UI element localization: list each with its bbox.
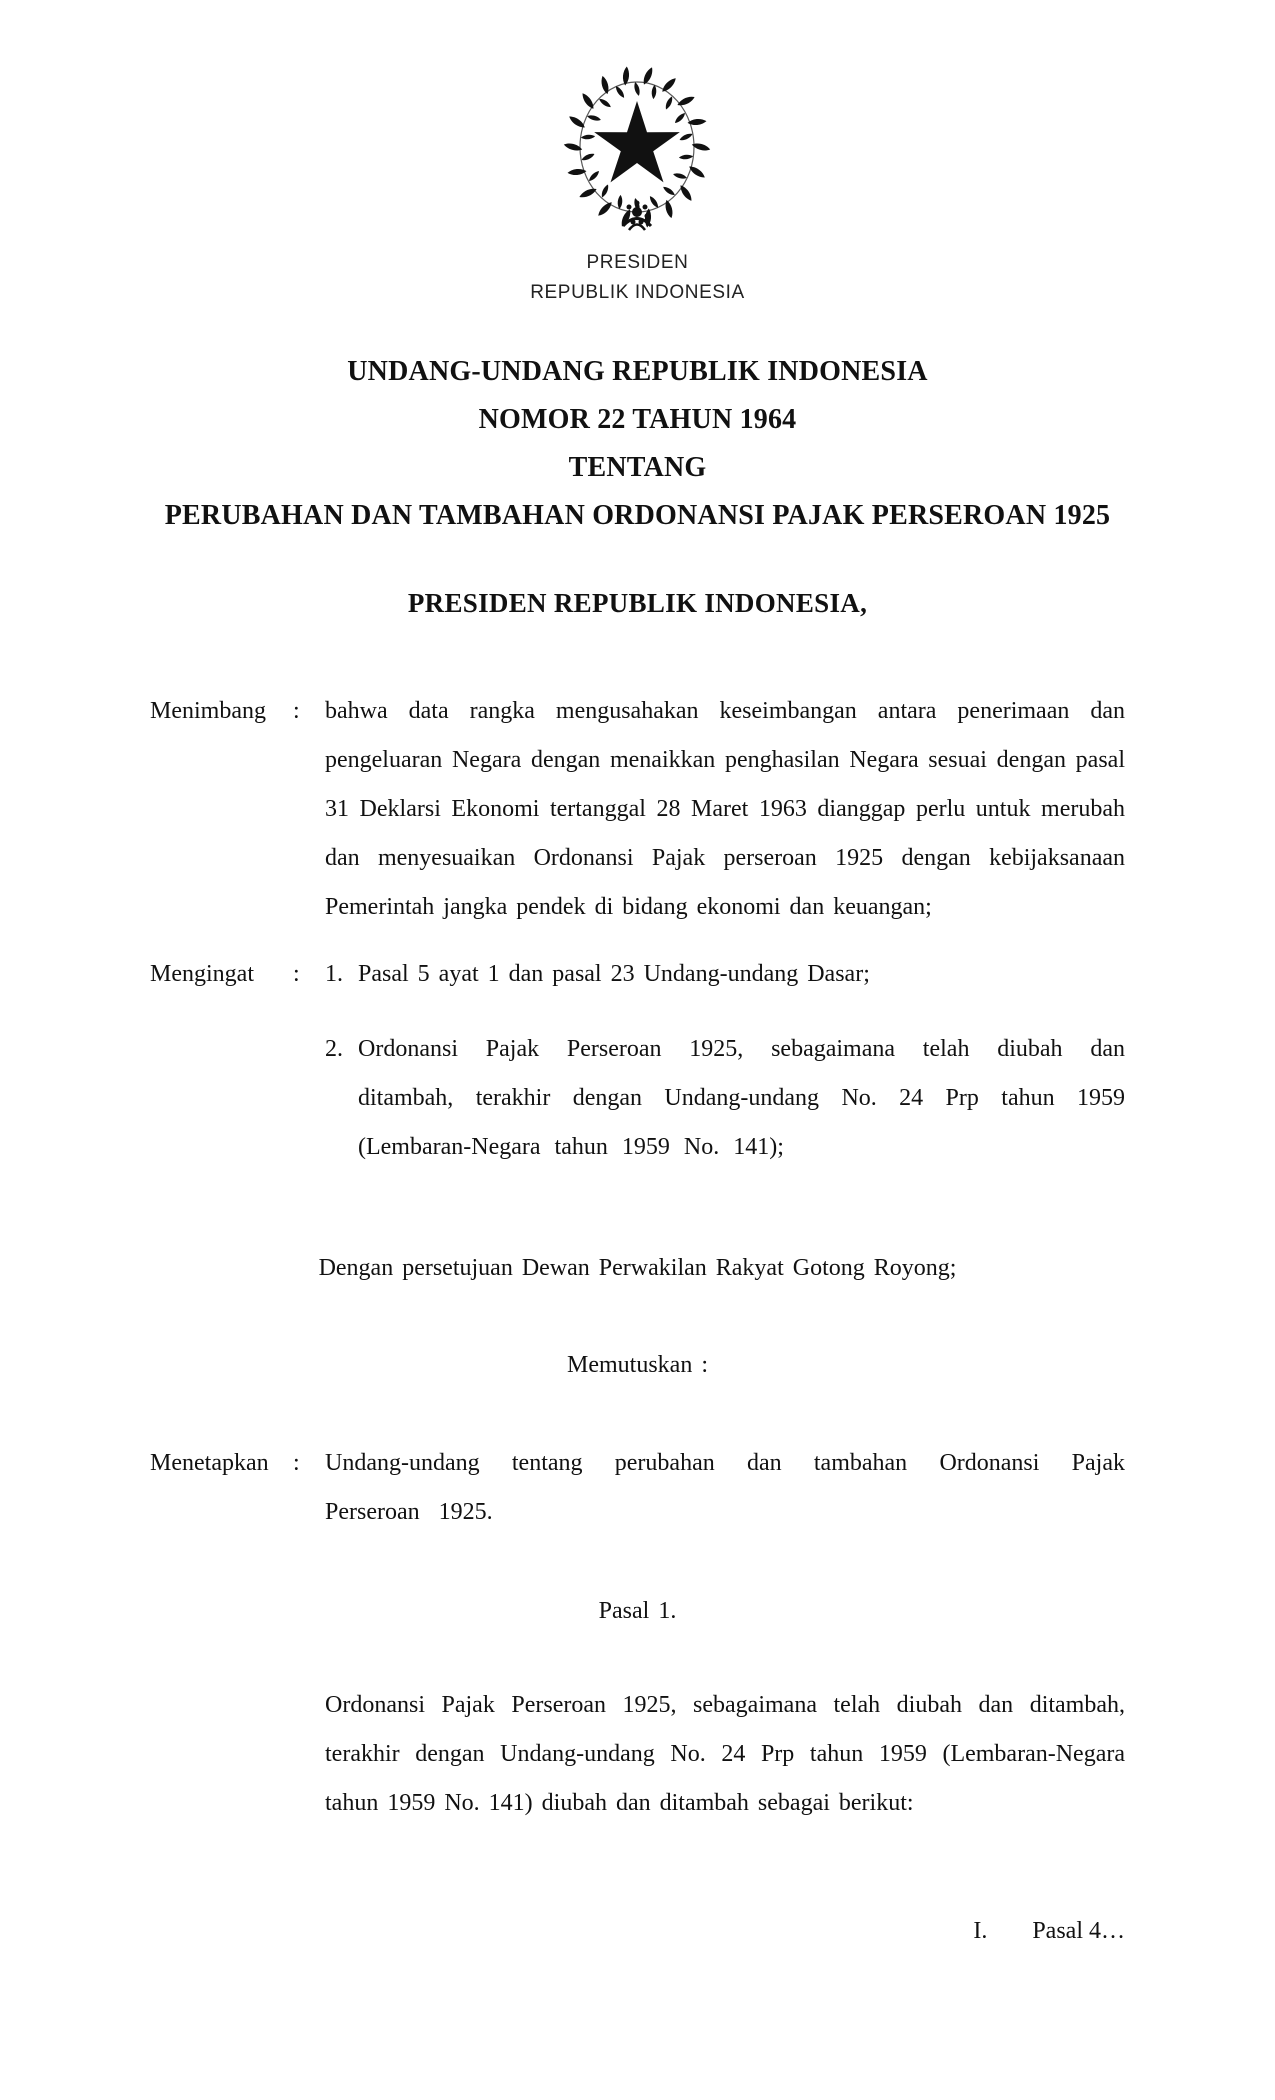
decision-heading: Memutuskan :: [567, 1352, 708, 1378]
page-continuation-marker: [973, 1907, 1125, 1956]
enactment-section: [150, 1439, 1125, 1537]
seal-caption-line1: PRESIDEN: [586, 252, 689, 273]
enactment-label: Menetapkan: [150, 1450, 269, 1476]
recital-item-1-text: Pasal 5 ayat 1 dan pasal 23 Undang-undang Dasar;: [358, 961, 870, 987]
star-icon: [594, 101, 680, 182]
agreement-line: Dengan persetujuan Dewan Perwakilan Rakyat Gotong Royong;: [318, 1255, 957, 1281]
considerations-section: [150, 687, 1125, 932]
law-title-line2: NOMOR 22 TAHUN 1964: [478, 404, 797, 435]
article-1-body: Ordonansi Pajak Perseroan 1925, sebagaimana telah diubah dan ditambah, terakhir dengan Undang-undang No. 24 Prp tahun 1959 (Lembaran-Negara tahun 1959 No. 141) diubah dan ditambah sebagai berikut:: [325, 1692, 1125, 1816]
recital-item-2-text: Ordonansi Pajak Perseroan 1925, sebagaimana telah diubah dan ditambah, terakhir dengan Undang-undang No. 24 Prp tahun 1959 (Lembaran-Negara tahun 1959 No. 141);: [358, 1036, 1125, 1160]
considerations-label: Menimbang: [150, 698, 266, 724]
recital-item-1: [325, 950, 1125, 999]
law-title-line3: TENTANG: [568, 452, 707, 483]
considerations-text: bahwa data rangka mengusahakan keseimbangan antara penerimaan dan pengeluaran Negara dengan menaikkan penghasilan Negara sesuai dengan pasal 31 Deklarsi Ekonomi tertanggal 28 Maret 1963 dianggap perlu untuk merubah dan menyesuaikan Ordonansi Pajak perseroan 1925 dengan kebijaksanaan Pemerintah jangka pendek di bidang ekonomi dan keuangan;: [325, 698, 1125, 920]
seal-caption: [0, 248, 1275, 308]
continuation-label: Pasal 4…: [1032, 1918, 1125, 1944]
enactment-colon: :: [293, 1450, 300, 1476]
article-1-heading: Pasal 1.: [598, 1598, 677, 1624]
recitals-section: [150, 950, 1125, 1172]
recitals-colon: :: [293, 961, 300, 987]
continuation-numeral: I.: [973, 1918, 988, 1944]
law-title-line4: PERUBAHAN DAN TAMBAHAN ORDONANSI PAJAK PERSEROAN 1925: [164, 500, 1111, 531]
presidential-seal: [557, 58, 717, 236]
recital-item-2-number: 2.: [325, 1036, 343, 1062]
law-title-line1: UNDANG-UNDANG REPUBLIK INDONESIA: [347, 356, 928, 387]
recital-item-2: [325, 1025, 1125, 1172]
preamble-heading: PRESIDEN REPUBLIK INDONESIA,: [407, 588, 868, 618]
enactment-text: Undang-undang tentang perubahan dan tambahan Ordonansi Pajak Perseroan 1925.: [325, 1450, 1125, 1525]
considerations-colon: :: [293, 698, 300, 724]
recital-item-1-number: 1.: [325, 961, 343, 987]
law-title: [0, 348, 1275, 540]
wreath-star-emblem: [557, 58, 717, 236]
recitals-label: Mengingat: [150, 961, 254, 987]
seal-caption-line2: REPUBLIK INDONESIA: [530, 282, 745, 303]
